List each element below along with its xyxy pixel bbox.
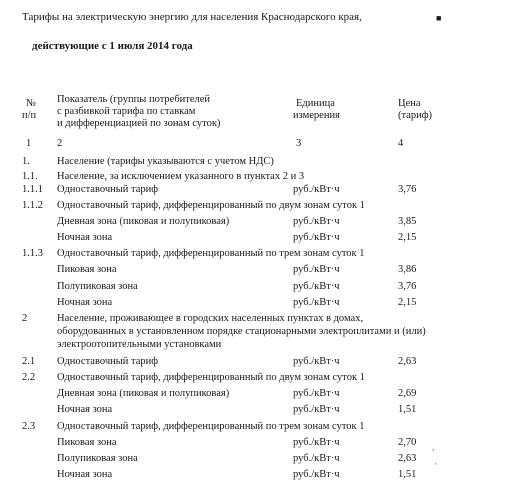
row-unit: руб./кВт·ч bbox=[293, 216, 340, 227]
row-unit: руб./кВт·ч bbox=[293, 281, 340, 292]
header-name-line2: с разбивкой тарифа по ставкам bbox=[57, 106, 196, 117]
col-number-4: 4 bbox=[398, 138, 404, 149]
row-label: Одноставочный тариф, дифференцированный по двум зонам суток 1 bbox=[57, 200, 365, 211]
table-row bbox=[0, 264, 529, 276]
row-unit: руб./кВт·ч bbox=[293, 453, 340, 464]
header-name-line3: и дифференциацией по зонам суток) bbox=[57, 118, 221, 129]
scan-mark: , bbox=[432, 442, 435, 452]
col-number-3: 3 bbox=[296, 138, 302, 149]
row-label: Ночная зона bbox=[57, 297, 113, 308]
row-price: 2,69 bbox=[398, 388, 417, 399]
row-price: 2,63 bbox=[398, 356, 417, 367]
table-row bbox=[0, 216, 529, 228]
scan-speck: ■ bbox=[436, 13, 442, 23]
row-unit: руб./кВт·ч bbox=[293, 437, 340, 448]
row-unit: руб./кВт·ч bbox=[293, 184, 340, 195]
header-price-line2: (тариф) bbox=[398, 110, 433, 121]
row-unit: руб./кВт·ч bbox=[293, 388, 340, 399]
table-row bbox=[0, 437, 529, 449]
row-unit: руб./кВт·ч bbox=[293, 404, 340, 415]
row-label: Население (тарифы указываются с учетом НДС) bbox=[57, 156, 274, 167]
row-price: 3,76 bbox=[398, 281, 417, 292]
table-row bbox=[0, 281, 529, 293]
row-number: 2.3 bbox=[22, 421, 36, 432]
table-row bbox=[0, 248, 529, 260]
header-name-line1: Показатель (группы потребителей bbox=[57, 94, 211, 105]
row-label: Одноставочный тариф, дифференцированный по двум зонам суток 1 bbox=[57, 372, 365, 383]
row-label: Пиковая зона bbox=[57, 437, 117, 448]
col-number-2: 2 bbox=[57, 138, 63, 149]
row-price: 3,85 bbox=[398, 216, 417, 227]
header-unit-line1: Единица bbox=[296, 98, 335, 109]
row-number: 2 bbox=[22, 313, 28, 324]
table-row bbox=[0, 200, 529, 212]
row-label: Полупиковая зона bbox=[57, 281, 138, 292]
document-title: Тарифы на электрическую энергию для населения Краснодарского края, bbox=[22, 11, 362, 23]
row-label: Население, за исключением указанного в пунктах 2 и 3 bbox=[57, 171, 305, 182]
table-row bbox=[0, 171, 529, 183]
table-row bbox=[0, 469, 529, 481]
row-label: Дневная зона (пиковая и полупиковая) bbox=[57, 216, 230, 227]
table-row bbox=[0, 453, 529, 465]
row-number: 1.1.1 bbox=[22, 184, 43, 195]
row-label: оборудованных в установленном порядке стационарными электроплитами и (или) bbox=[57, 326, 426, 337]
row-unit: руб./кВт·ч bbox=[293, 232, 340, 243]
row-label: Дневная зона (пиковая и полупиковая) bbox=[57, 388, 230, 399]
scan-mark: · bbox=[434, 459, 437, 469]
row-unit: руб./кВт·ч bbox=[293, 264, 340, 275]
table-row bbox=[0, 421, 529, 433]
header-unit-line2: измерения bbox=[293, 110, 340, 121]
row-price: 2,15 bbox=[398, 232, 417, 243]
col-number-1: 1 bbox=[26, 138, 32, 149]
table-row bbox=[0, 356, 529, 368]
row-unit: руб./кВт·ч bbox=[293, 469, 340, 480]
row-number: 1.1. bbox=[22, 171, 38, 182]
table-row bbox=[0, 313, 529, 325]
row-number: 1.1.2 bbox=[22, 200, 43, 211]
row-label: Ночная зона bbox=[57, 469, 113, 480]
row-label: электроотопительными установками bbox=[57, 339, 222, 350]
table-row bbox=[0, 297, 529, 309]
table-row bbox=[0, 372, 529, 384]
header-num-line2: п/п bbox=[22, 110, 37, 121]
header-price-line1: Цена bbox=[398, 98, 421, 109]
row-number: 2.2 bbox=[22, 372, 36, 383]
table-row bbox=[0, 404, 529, 416]
table-row bbox=[0, 156, 529, 168]
row-price: 1,51 bbox=[398, 404, 417, 415]
table-row bbox=[0, 232, 529, 244]
row-label: Ночная зона bbox=[57, 404, 113, 415]
row-price: 2,63 bbox=[398, 453, 417, 464]
row-number: 2.1 bbox=[22, 356, 36, 367]
table-row bbox=[0, 326, 529, 338]
row-price: 2,15 bbox=[398, 297, 417, 308]
table-row bbox=[0, 388, 529, 400]
row-label: Пиковая зона bbox=[57, 264, 117, 275]
document-subtitle: действующие с 1 июля 2014 года bbox=[32, 40, 193, 52]
table-row bbox=[0, 339, 529, 351]
row-number: 1.1.3 bbox=[22, 248, 43, 259]
row-price: 2,70 bbox=[398, 437, 417, 448]
row-label: Одноставочный тариф bbox=[57, 356, 159, 367]
row-label: Ночная зона bbox=[57, 232, 113, 243]
header-num-line1: № bbox=[26, 98, 37, 109]
row-label: Одноставочный тариф bbox=[57, 184, 159, 195]
row-price: 1,51 bbox=[398, 469, 417, 480]
row-unit: руб./кВт·ч bbox=[293, 356, 340, 367]
row-unit: руб./кВт·ч bbox=[293, 297, 340, 308]
table-row bbox=[0, 184, 529, 196]
row-price: 3,76 bbox=[398, 184, 417, 195]
row-number: 1. bbox=[22, 156, 30, 167]
row-label: Население, проживающее в городских населенных пунктах в домах, bbox=[57, 313, 364, 324]
row-label: Одноставочный тариф, дифференцированный по трем зонам суток 1 bbox=[57, 421, 365, 432]
row-label: Полупиковая зона bbox=[57, 453, 138, 464]
row-price: 3,86 bbox=[398, 264, 417, 275]
row-label: Одноставочный тариф, дифференцированный по трем зонам суток 1 bbox=[57, 248, 365, 259]
